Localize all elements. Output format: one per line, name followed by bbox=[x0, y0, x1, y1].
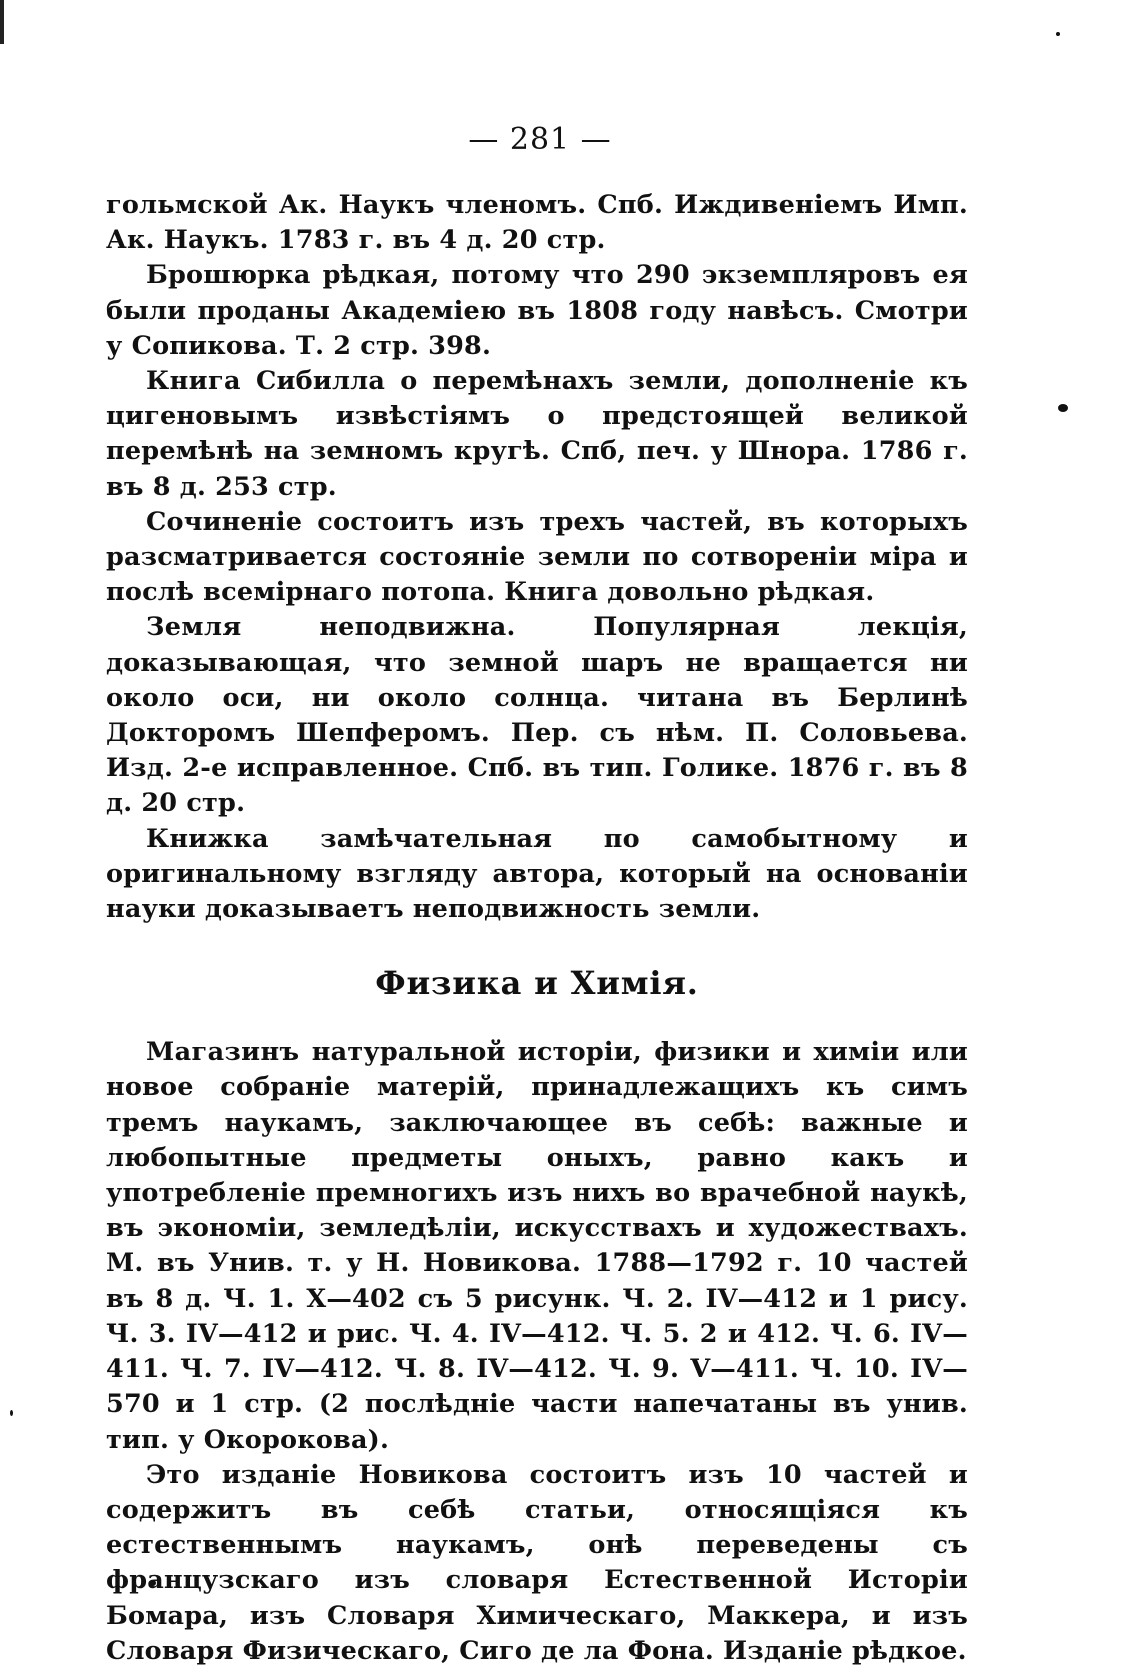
note-paragraph: Это изданіе Новикова состоитъ изъ 10 частей и содержитъ въ себѣ статьи, относящіяся къ естественнымъ наукамъ, онѣ переведены съ французскаго изъ словаря Естественной Исторіи Бомара, изъ Словаря Химическаго, Маккера, и изъ Словаря Физическаго, Сиго де ла Фона. Изданіе рѣдкое. bbox=[106, 1459, 968, 1666]
entry-text: Сибилла о перемѣнахъ земли, дополненіе къ цигеновымъ извѣстіямъ о предстоящей великой перемѣнѣ на земномъ кругѣ. Спб, печ. у Шнора. 1786 г. въ 8 д. 253 стр. bbox=[106, 366, 968, 502]
scan-edge-mark bbox=[0, 0, 4, 44]
note-paragraph: Сочиненіе состоитъ изъ трехъ частей, въ которыхъ разсматривается состояніе земли по сотвореніи міра и послѣ всемірнаго потопа. Книга довольно рѣдкая. bbox=[106, 506, 968, 608]
entry-lead-word: Земля bbox=[146, 612, 242, 643]
section-heading: Физика и Химія. bbox=[375, 964, 699, 1003]
entry-lead-word: Магазинъ bbox=[146, 1037, 300, 1068]
page-body bbox=[106, 188, 968, 1669]
ink-speck bbox=[10, 1410, 13, 1416]
page-number: — 281 — bbox=[468, 122, 612, 157]
entry-text: неподвижна. Популярная лекція, доказывающая, что земной шаръ не вращается ни около оси, ни около солнца. читана въ Берлинѣ Докторомъ Шепферомъ. Пер. съ нѣм. П. Соловьева. Изд. 2-е исправленное. Спб. въ тип. Голике. 1876 г. въ 8 д. 20 стр. bbox=[106, 612, 968, 819]
bibliographic-entry bbox=[106, 364, 968, 505]
bibliographic-entry bbox=[106, 1035, 968, 1457]
bibliographic-entry bbox=[106, 610, 968, 821]
entry-lead-word: Книга bbox=[146, 366, 241, 397]
continuation-paragraph: гольмской Ак. Наукъ членомъ. Спб. Иждивеніемъ Имп. Ак. Наукъ. 1783 г. въ 4 д. 20 стр. bbox=[106, 190, 968, 256]
note-paragraph: Брошюрка рѣдкая, потому что 290 экземпляровъ ея были проданы Академіею въ 1808 году навѣсъ. Смотри у Сопикова. Т. 2 стр. 398. bbox=[106, 260, 968, 361]
ink-speck bbox=[1056, 32, 1060, 36]
entry-text: натуральной исторіи, физики и химіи или новое собраніе матерій, принадлежащихъ къ симъ тремъ наукамъ, заключающее въ себѣ: важные и любопытные предметы оныхъ, равно какъ и употребленіе премногихъ изъ нихъ во врачебной наукѣ, въ экономіи, земледѣліи, искусствахъ и художествахъ. М. въ Унив. т. у Н. Новикова. 1788—1792 г. 10 частей въ 8 д. Ч. 1. X—402 съ 5 рисунк. Ч. 2. IV—412 и 1 рису. Ч. 3. IV—412 и рис. Ч. 4. IV—412. Ч. 5. 2 и 412. Ч. 6. IV—411. Ч. 7. IV—412. Ч. 8. IV—412. Ч. 9. V—411. Ч. 10. IV—570 и 1 стр. (2 послѣдніе части напечатаны въ унив. тип. у Окорокова). bbox=[106, 1037, 968, 1455]
note-paragraph: Книжка замѣчательная по самобытному и оригинальному взгляду автора, который на основаніи науки доказываетъ неподвижность земли. bbox=[106, 823, 968, 925]
ink-speck bbox=[1058, 404, 1068, 412]
